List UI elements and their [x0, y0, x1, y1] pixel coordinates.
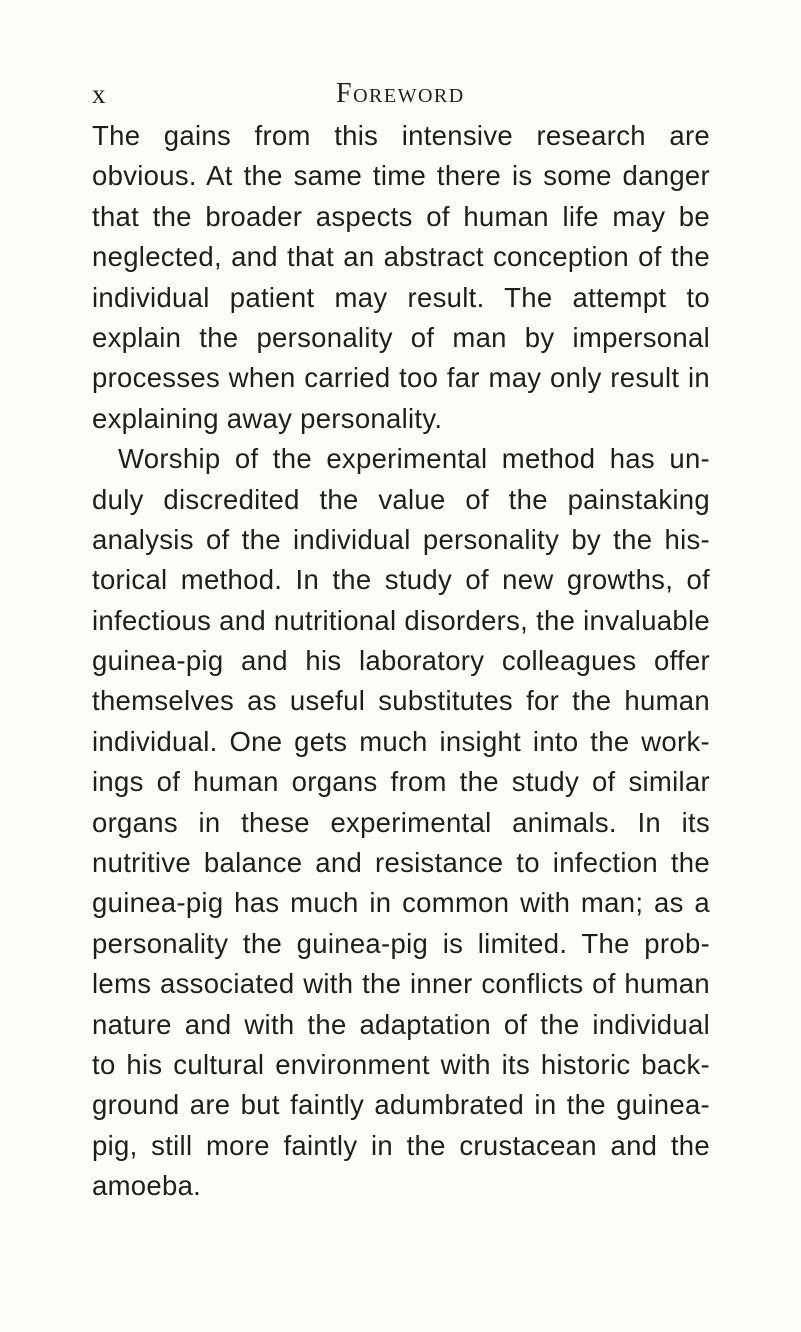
- text-line: to his cultural environment with its historic back-: [92, 1048, 710, 1080]
- text-line: that the broader aspects of human life may be: [92, 200, 710, 232]
- text-line: nutritive balance and resistance to infection the: [92, 847, 710, 879]
- body-text: [92, 116, 710, 1207]
- text-line: explaining away personality.: [92, 402, 443, 434]
- text-line: neglected, and that an abstract conception of the: [92, 241, 710, 273]
- text-line: organs in these experimental animals. In its: [92, 806, 710, 838]
- text-line: personality the guinea-pig is limited. The prob-: [92, 927, 710, 959]
- page-number: x: [92, 79, 107, 109]
- text-line: ings of human organs from the study of similar: [92, 766, 710, 798]
- text-line: obvious. At the same time there is some danger: [92, 160, 710, 192]
- running-head: Foreword: [336, 78, 465, 109]
- text-line: pig, still more faintly in the crustacean and the: [92, 1129, 710, 1161]
- text-line: torical method. In the study of new growths, of: [92, 564, 710, 596]
- text-line: individual patient may result. The attempt to: [92, 281, 710, 313]
- text-line: Worship of the experimental method has un-: [118, 443, 710, 475]
- page-header: [92, 78, 710, 118]
- text-line: nature and with the adaptation of the individual: [92, 1008, 710, 1040]
- text-line: guinea-pig has much in common with man; as a: [92, 887, 710, 919]
- text-line: lems associated with the inner conflicts of human: [92, 968, 710, 1000]
- text-line: infectious and nutritional disorders, the invaluable: [92, 604, 710, 636]
- text-line: analysis of the individual personality by the his-: [92, 523, 710, 555]
- text-line: guinea-pig and his laboratory colleagues offer: [92, 645, 710, 677]
- text-line: The gains from this intensive research are: [92, 120, 710, 151]
- text-line: explain the personality of man by impersonal: [92, 321, 710, 353]
- text-line: themselves as useful substitutes for the human: [92, 685, 710, 717]
- text-line: individual. One gets much insight into the work-: [92, 725, 710, 757]
- text-line: ground are but faintly adumbrated in the guinea-: [92, 1089, 710, 1121]
- text-line: amoeba.: [92, 1170, 202, 1202]
- text-line: processes when carried too far may only result in: [92, 362, 710, 394]
- text-line: duly discredited the value of the painstaking: [92, 483, 710, 515]
